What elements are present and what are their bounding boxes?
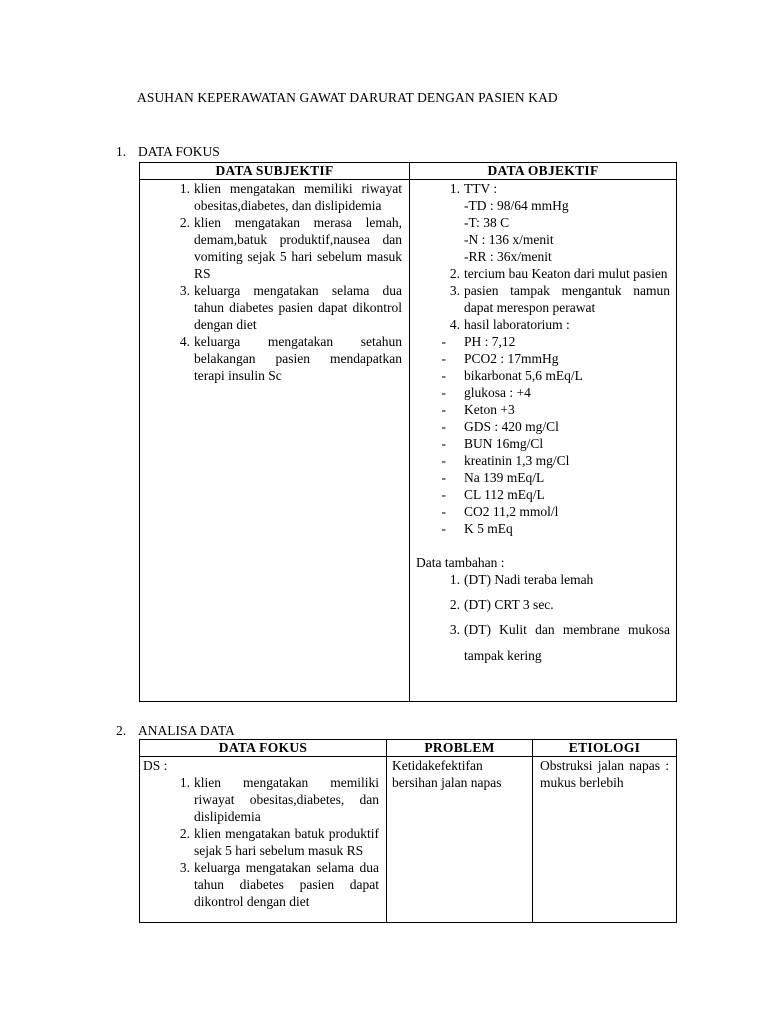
page-title: ASUHAN KEPERAWATAN GAWAT DARURAT DENGAN PASIEN KAD bbox=[137, 90, 558, 105]
item-text: keluarga mengatakan setahun belakangan pasien mendapatkan terapi insulin Sc bbox=[194, 334, 402, 383]
lab-result: - Keton +3 bbox=[441, 402, 515, 417]
item-number: 3. bbox=[449, 622, 460, 637]
item-number: 3. bbox=[449, 283, 460, 298]
lab-result: - Na 139 mEq/L bbox=[441, 470, 545, 485]
section-number: 1. bbox=[116, 144, 127, 159]
ttv-value: -T: 38 C bbox=[464, 215, 510, 230]
lab-result: - bikarbonat 5,6 mEq/L bbox=[441, 368, 583, 383]
item-number: 2. bbox=[449, 597, 460, 612]
objektif-cell bbox=[410, 180, 677, 702]
lab-result: - GDS : 420 mg/Cl bbox=[441, 419, 559, 434]
item-number: 1. bbox=[449, 572, 460, 587]
section-heading-analisa-data bbox=[116, 722, 235, 739]
list-item bbox=[140, 180, 402, 214]
lab-result: - CO2 11,2 mmol/l bbox=[441, 504, 559, 519]
subjektif-cell bbox=[140, 180, 410, 702]
problem-text: Ketidakefektifan bersihan jalan napas bbox=[392, 758, 502, 790]
lab-result: - glukosa : +4 bbox=[441, 385, 531, 400]
item-text: pasien tampak mengantuk namun dapat merespon perawat bbox=[464, 283, 670, 315]
ds-list bbox=[140, 774, 379, 910]
list-item bbox=[410, 596, 670, 613]
header-data-fokus: DATA FOKUS bbox=[140, 740, 387, 757]
ttv-label: TTV : bbox=[464, 181, 498, 196]
problem-cell bbox=[387, 757, 533, 923]
header-etiologi: ETIOLOGI bbox=[533, 740, 677, 757]
etiologi-cell bbox=[533, 757, 677, 923]
item-text: klien mengatakan memiliki riwayat obesitas,diabetes, dan dislipidemia bbox=[194, 775, 379, 824]
item-text: keluarga mengatakan selama dua tahun diabetes pasien dapat dikontrol dengan diet bbox=[194, 283, 402, 332]
list-item bbox=[140, 825, 379, 859]
header-data-subjektif: DATA SUBJEKTIF bbox=[140, 163, 410, 180]
item-text: (DT) Kulit dan membrane mukosa tampak kering bbox=[464, 622, 670, 663]
list-item bbox=[410, 282, 670, 316]
item-text: klien mengatakan merasa lemah, demam,batuk produktif,nausea dan vomiting sejak 5 hari sebelum masuk RS bbox=[194, 215, 402, 281]
item-text bbox=[464, 180, 670, 265]
list-item bbox=[140, 333, 402, 384]
list-item bbox=[140, 774, 379, 825]
item-number: 3. bbox=[179, 283, 190, 298]
item-number: 2. bbox=[449, 266, 460, 281]
item-number: 2. bbox=[179, 826, 190, 841]
list-item bbox=[140, 214, 402, 282]
data-tambahan-title: Data tambahan : bbox=[416, 555, 505, 570]
data-fokus-cell bbox=[140, 757, 387, 923]
ttv-value: -N : 136 x/menit bbox=[464, 232, 554, 247]
item-number: 1. bbox=[449, 181, 460, 196]
list-item bbox=[410, 621, 670, 669]
subjektif-list bbox=[140, 180, 402, 384]
lab-result: - kreatinin 1,3 mg/Cl bbox=[441, 453, 570, 468]
item-number: 1. bbox=[179, 775, 190, 790]
item-number: 4. bbox=[449, 317, 460, 332]
item-text: tercium bau Keaton dari mulut pasien bbox=[464, 266, 668, 281]
lab-result: - BUN 16mg/Cl bbox=[441, 436, 544, 451]
item-text: klien mengatakan memiliki riwayat obesitas,diabetes, dan dislipidemia bbox=[194, 181, 402, 213]
lab-results-list bbox=[410, 333, 670, 537]
lab-result: - K 5 mEq bbox=[441, 521, 513, 536]
etiologi-text: Obstruksi jalan napas : mukus berlebih bbox=[540, 758, 669, 790]
header-data-objektif: DATA OBJEKTIF bbox=[410, 163, 677, 180]
list-item-lab bbox=[410, 316, 670, 333]
ttv-value: -RR : 36x/menit bbox=[464, 249, 552, 264]
section-title: ANALISA DATA bbox=[138, 723, 235, 738]
section-title: DATA FOKUS bbox=[138, 144, 220, 159]
item-text: (DT) Nadi teraba lemah bbox=[464, 572, 594, 587]
ds-label: DS : bbox=[143, 758, 168, 773]
item-text: (DT) CRT 3 sec. bbox=[464, 597, 554, 612]
list-item bbox=[410, 265, 670, 282]
item-number: 1. bbox=[179, 181, 190, 196]
item-number: 2. bbox=[179, 215, 190, 230]
header-problem: PROBLEM bbox=[387, 740, 533, 757]
section-number: 2. bbox=[116, 723, 127, 738]
list-item bbox=[140, 859, 379, 910]
list-item bbox=[140, 282, 402, 333]
section-heading-data-fokus bbox=[116, 143, 220, 160]
data-fokus-table bbox=[139, 162, 677, 702]
data-tambahan-list bbox=[410, 571, 670, 669]
lab-result: - CL 112 mEq/L bbox=[441, 487, 545, 502]
item-number: 3. bbox=[179, 860, 190, 875]
list-item bbox=[410, 571, 670, 588]
item-number: 4. bbox=[179, 334, 190, 349]
item-text: keluarga mengatakan selama dua tahun diabetes pasien dapat dikontrol dengan diet bbox=[194, 860, 379, 909]
list-item-ttv bbox=[410, 180, 670, 265]
ttv-value: -TD : 98/64 mmHg bbox=[464, 198, 569, 213]
analisa-data-table bbox=[139, 739, 677, 923]
objektif-list bbox=[410, 180, 670, 333]
item-text: klien mengatakan batuk produktif sejak 5 hari sebelum masuk RS bbox=[194, 826, 379, 858]
lab-result: - PCO2 : 17mmHg bbox=[441, 351, 559, 366]
item-text: hasil laboratorium : bbox=[464, 317, 570, 332]
lab-result: - PH : 7,12 bbox=[441, 334, 516, 349]
